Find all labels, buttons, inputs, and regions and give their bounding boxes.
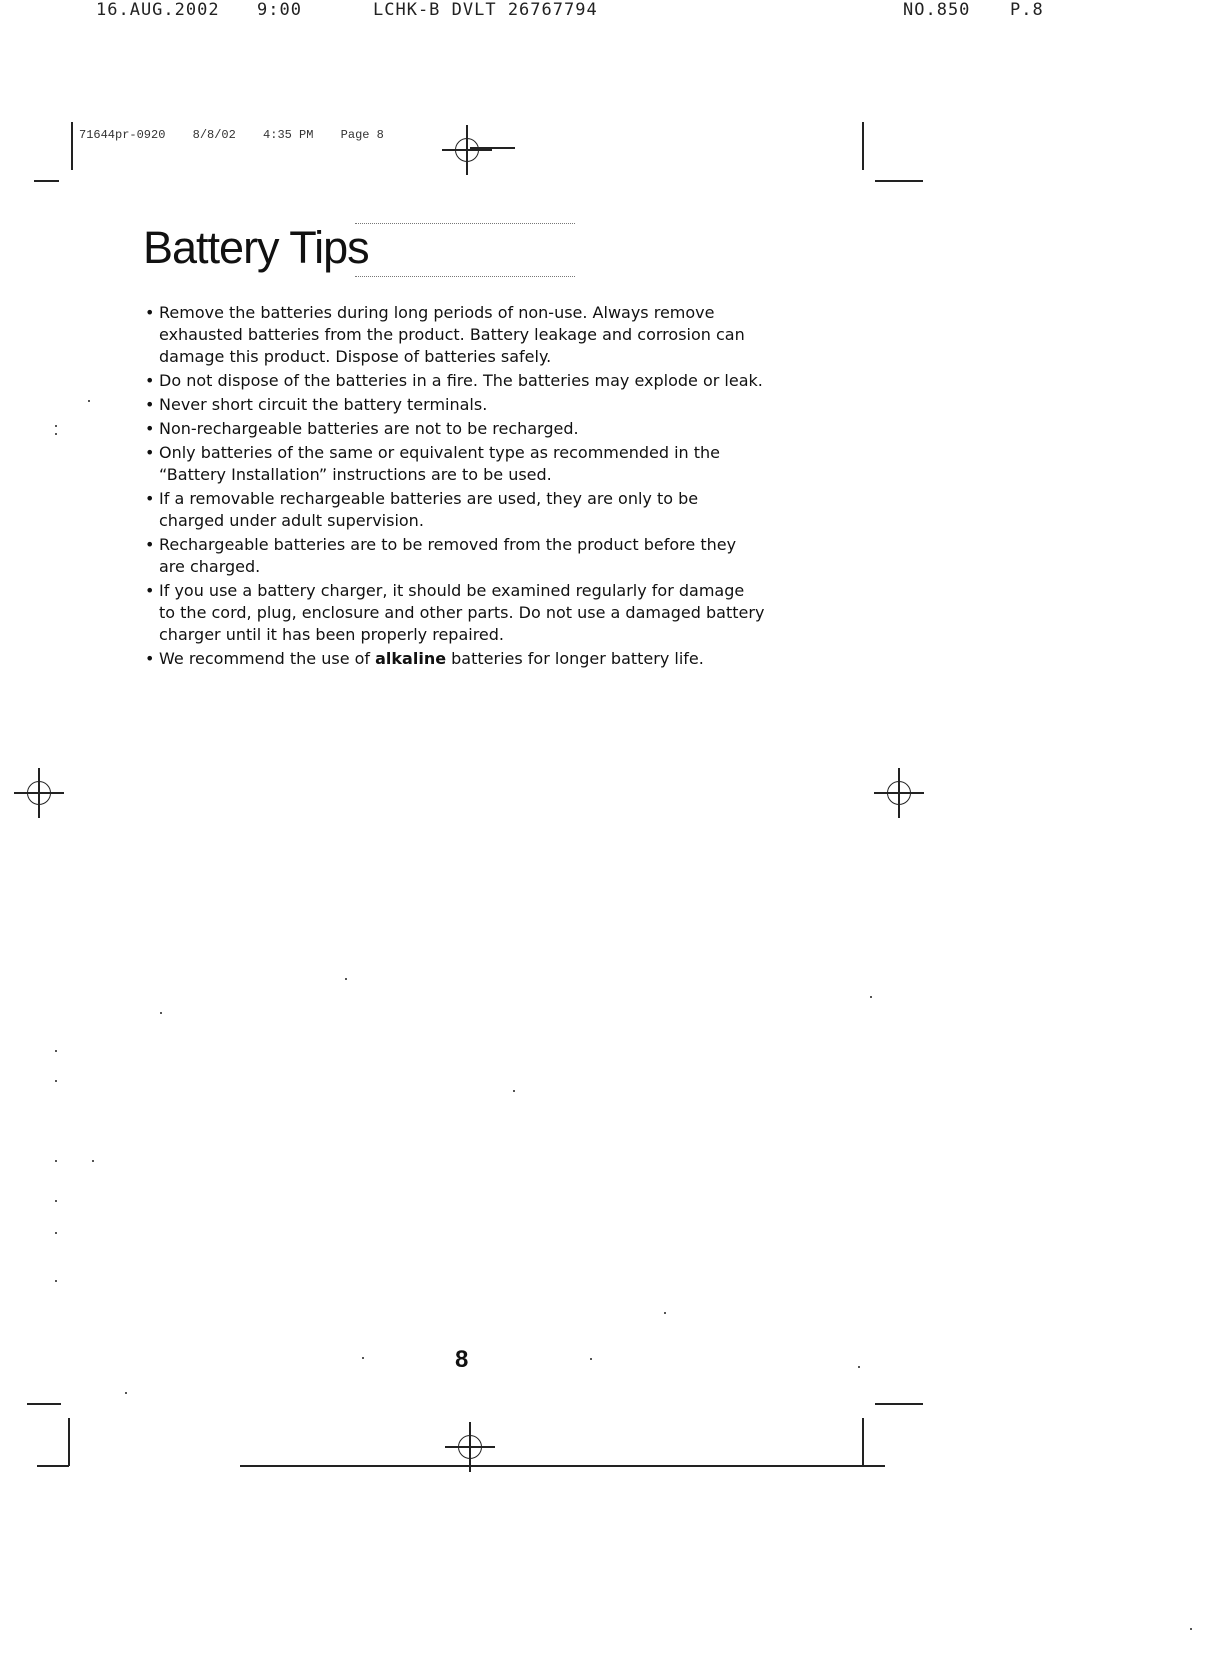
slug-file: 71644pr-0920 <box>79 128 166 142</box>
crop-mark <box>240 1465 885 1467</box>
crop-mark <box>875 180 923 182</box>
tip-item: • If you use a battery charger, it should be examined regularly for damage to the cord, plug, enclosure and other parts. Do not use a damaged battery charger until it has been properly repaired. <box>145 580 765 646</box>
crop-mark <box>875 1403 923 1405</box>
crop-mark <box>34 180 59 182</box>
crop-mark <box>68 1418 70 1466</box>
slug-time: 4:35 PM <box>263 128 314 142</box>
fax-header <box>0 0 1220 30</box>
crop-mark <box>37 1465 69 1467</box>
print-slug <box>79 128 404 142</box>
tip-item: • Only batteries of the same or equivalent type as recommended in the “Battery Installation” instructions are to be used. <box>145 442 765 486</box>
tip-text-after: batteries for longer battery life. <box>446 649 704 668</box>
fax-page: P.8 <box>1010 0 1044 20</box>
fax-number: NO.850 <box>903 0 971 20</box>
crop-mark <box>27 1403 61 1405</box>
tip-item: • Remove the batteries during long periods of non-use. Always remove exhausted batteries from the product. Battery leakage and corrosion can damage this product. Dispose of batteries safely. <box>145 302 765 368</box>
tip-item-alkaline <box>145 648 765 670</box>
page-title: Battery Tips <box>143 222 369 273</box>
crop-mark <box>862 1418 864 1466</box>
tip-text-before: We recommend the use of <box>159 649 376 668</box>
tip-emphasis: alkaline <box>375 649 447 668</box>
slug-page: Page 8 <box>340 128 384 142</box>
registration-mark-bottom <box>458 1435 482 1459</box>
registration-mark-right <box>887 781 911 805</box>
fax-sender: LCHK-B DVLT 26767794 <box>373 0 598 20</box>
tip-item: • Do not dispose of the batteries in a fire. The batteries may explode or leak. <box>145 370 765 392</box>
slug-date: 8/8/02 <box>192 128 236 142</box>
registration-mark-left <box>27 781 51 805</box>
page-number: 8 <box>455 1346 469 1373</box>
title-rule <box>355 276 575 277</box>
registration-mark-top <box>455 138 479 162</box>
fax-date: 16.AUG.2002 <box>96 0 220 20</box>
title-rule <box>355 223 575 224</box>
fax-time: 9:00 <box>257 0 302 20</box>
tip-item: • Non-rechargeable batteries are not to be recharged. <box>145 418 765 440</box>
crop-mark <box>71 122 73 170</box>
tip-item: • If a removable rechargeable batteries are used, they are only to be charged under adult supervision. <box>145 488 765 532</box>
crop-mark <box>862 122 864 170</box>
tip-item: • Rechargeable batteries are to be removed from the product before they are charged. <box>145 534 765 578</box>
tips-list <box>145 302 765 672</box>
tip-item: • Never short circuit the battery terminals. <box>145 394 765 416</box>
